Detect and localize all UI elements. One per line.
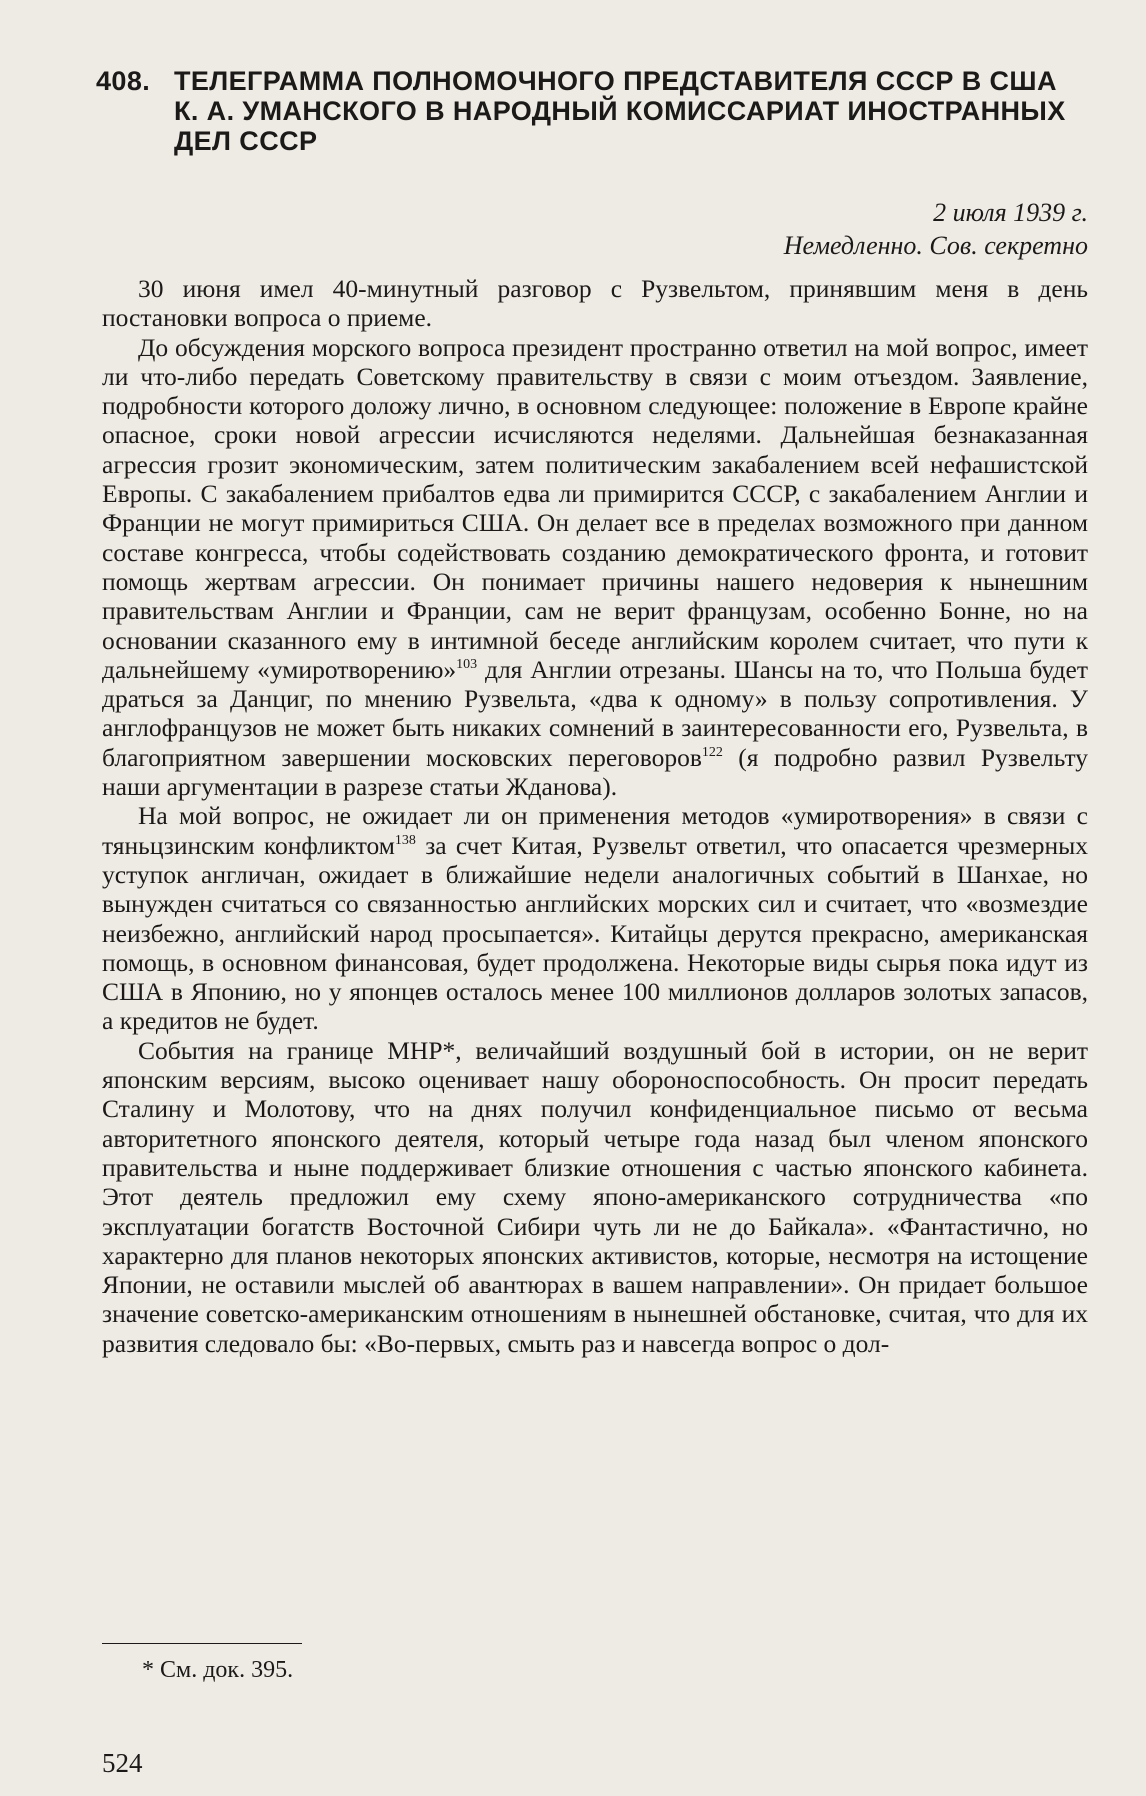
footnote: * См. док. 395. <box>142 1657 294 1683</box>
paragraph-2 <box>102 333 1088 802</box>
telegram-body <box>102 274 1088 1358</box>
paragraph-4-text: События на границе МНР*, величайший воздушный бой в истории, он не верит японским версиям, высоко оценивает нашу обороноспособность. Он просит передать Сталину и Молотову, что на днях получил конфиденциальное письмо от весьма авторитетного японского деятеля, который четыре года назад был членом японского правительства и ныне поддерживает близкие отношения с частью японского кабинета. Этот деятель предложил ему схему японо-американского сотрудничества «по эксплуатации богатств Восточной Сибири чуть ли не до Байкала». «Фантастично, но характерно для планов некоторых японских активистов, которые, несмотря на истощение Японии, не оставили мыслей об авантюрах в вашем направлении». Он придает большое значение советско-американским отношениям в нынешней обстановке, считая, что для их развития следовало бы: «Во-первых, смыть раз и навсегда вопрос о дол- <box>102 1035 1088 1358</box>
note-ref-138: 138 <box>394 832 416 848</box>
paragraph-2-text-a: До обсуждения морского вопроса президент пространно ответил на мой вопрос, имеет ли что-либо передать Советскому правительству в связи с моим отъездом. Заявление, подробности которого доложу лично, в основном следующее: положение в Европе крайне опасное, сроки новой агрессии исчисляются неделями. Дальнейшая безнаказанная агрессия грозит экономическим, затем политическим закабалением всей нефашистской Европы. С закабалением прибалтов едва ли примирится СССР, с закабалением Англии и Франции не могут примириться США. Он делает все в пределах возможного при данном составе конгресса, чтобы содействовать созданию демократического фронта, и готовит помощь жертвам агрессии. Он понимает причины нашего недоверия к нынешним правительствам Англии и Франции, сам не верит французам, особенно Бонне, но на основании сказанного ему в интимной беседе английским королем считает, что пути к дальнейшему «умиротворению» <box>102 332 1088 684</box>
paragraph-3-text-b: за счет Китая, Рузвельт ответил, что опасается чрезмерных уступок англичан, ожидает в ближайшие недели аналогичных событий в Шанхае, но вынужден считаться со связанностью английских морских сил и считает, что «возмездие неизбежно, английский народ просыпается». Китайцы дерутся прекрасно, американская помощь, в основном финансовая, будет продолжена. Некоторые виды сырья пока идут из США в Японию, но у японцев осталось менее 100 миллионов долларов золотых запасов, а кредитов не будет. <box>102 830 1089 1036</box>
paragraph-3-text-a: На мой вопрос, не ожидает ли он применения методов «умиротворения» в связи с тяньцзинским конфликтом <box>102 801 1088 860</box>
document-title: ТЕЛЕГРАММА ПОЛНОМОЧНОГО ПРЕДСТАВИТЕЛЯ СССР В США К. А. УМАНСКОГО В НАРОДНЫЙ КОМИССАРИАТ ИНОСТРАННЫХ ДЕЛ СССР <box>174 66 1066 156</box>
paragraph-3 <box>102 801 1088 1035</box>
paragraph-2-text-c: (я подробно развил Рузвельту наши аргументации в разрезе статьи Жданова). <box>102 742 1088 802</box>
dateline <box>784 196 1088 262</box>
document-date: 2 июля 1939 г. <box>933 198 1088 227</box>
document-number: 408. <box>96 66 151 96</box>
paragraph-1-text: 30 июня имел 40-минутный разговор с Рузвельтом, принявшим меня в день постановки вопроса о приеме. <box>102 274 1088 333</box>
document-header <box>96 66 1086 156</box>
paragraph-1 <box>102 274 1088 333</box>
page-number: 524 <box>102 1748 143 1778</box>
paragraph-4 <box>102 1036 1088 1358</box>
footnote-divider <box>102 1643 302 1644</box>
paragraph-2-text-b: для Англии отрезаны. Шансы на то, что Польша будет драться за Данциг, по мнению Рузвельта, «два к одному» в пользу сопротивления. У англофранцузов не может быть никаких сомнений в заинтересованности его, Рузвельта, в благоприятном завершении московских переговоров <box>102 654 1089 772</box>
note-ref-122: 122 <box>701 744 723 760</box>
note-ref-103: 103 <box>456 656 478 672</box>
classification-mark: Немедленно. Сов. секретно <box>783 231 1088 260</box>
